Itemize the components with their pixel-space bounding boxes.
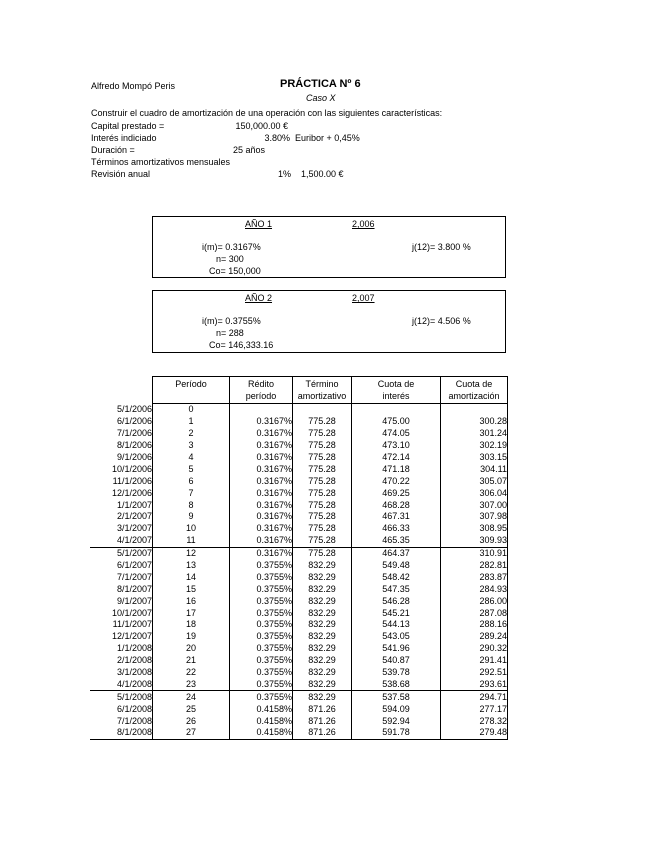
row-termino: 832.29 bbox=[293, 643, 352, 655]
row-cuota-amortizacion: 290.32 bbox=[441, 643, 508, 655]
row-date: 12/1/2006 bbox=[111, 487, 152, 498]
row-date: 11/1/2007 bbox=[112, 619, 152, 630]
row-cuota-interes: 472.14 bbox=[352, 452, 441, 464]
row-cuota-amortizacion: 278.32 bbox=[441, 715, 508, 727]
cuota-interes-header-line2: interés bbox=[382, 391, 410, 401]
row-cuota-amortizacion: 307.98 bbox=[441, 511, 508, 523]
row-redito: 0.3755% bbox=[230, 643, 293, 655]
row-periodo: 11 bbox=[153, 535, 230, 547]
row-termino: 775.28 bbox=[293, 511, 352, 523]
row-redito: 0.3167% bbox=[230, 452, 293, 464]
row-date: 12/1/2007 bbox=[111, 631, 152, 642]
row-redito: 0.3755% bbox=[230, 619, 293, 631]
row-periodo: 1 bbox=[153, 416, 230, 428]
amortization-table-body bbox=[90, 404, 508, 740]
row-redito: 0.3167% bbox=[230, 440, 293, 452]
cuota-interes-header bbox=[352, 377, 441, 404]
row-cuota-amortizacion: 309.93 bbox=[441, 535, 508, 547]
table-row bbox=[90, 655, 508, 667]
year-1-value: 2,006 bbox=[352, 219, 375, 229]
row-periodo: 27 bbox=[153, 727, 230, 739]
row-cuota-amortizacion: 283.87 bbox=[441, 571, 508, 583]
row-termino: 871.26 bbox=[293, 715, 352, 727]
year-2-label: AÑO 2 bbox=[245, 293, 273, 303]
row-termino: 832.29 bbox=[293, 678, 352, 690]
cuota-amortizacion-header-line1: Cuota de bbox=[455, 379, 493, 389]
row-redito: 0.3755% bbox=[230, 678, 293, 690]
row-cuota-amortizacion: 301.24 bbox=[441, 428, 508, 440]
table-row bbox=[90, 571, 508, 583]
row-cuota-interes: 549.48 bbox=[352, 560, 441, 572]
row-cuota-interes: 537.58 bbox=[352, 691, 441, 703]
table-row bbox=[90, 404, 508, 416]
table-row bbox=[90, 428, 508, 440]
termino-header-line1: Término bbox=[305, 379, 339, 389]
year-2-co: Co= 146,333.16 bbox=[209, 340, 274, 350]
table-row bbox=[90, 511, 508, 523]
row-date: 5/1/2007 bbox=[90, 547, 153, 559]
table-row bbox=[90, 691, 508, 703]
row-date: 9/1/2006 bbox=[116, 452, 152, 462]
row-termino: 832.29 bbox=[293, 583, 352, 595]
row-date: 7/1/2008 bbox=[116, 715, 152, 726]
cuota-amortizacion-header bbox=[441, 377, 508, 404]
row-redito: 0.4158% bbox=[230, 703, 293, 715]
capital-label: Capital prestado = bbox=[91, 121, 165, 131]
row-cuota-interes: 468.28 bbox=[352, 499, 441, 511]
page-subtitle: Caso X bbox=[306, 93, 336, 103]
table-row bbox=[90, 463, 508, 475]
year-1-n: n= 300 bbox=[216, 254, 244, 264]
row-date: 10/1/2006 bbox=[111, 463, 152, 474]
row-date: 7/1/2006 bbox=[116, 428, 152, 439]
row-termino: 775.28 bbox=[293, 440, 352, 452]
row-redito: 0.3167% bbox=[230, 511, 293, 523]
year-2-value: 2,007 bbox=[352, 293, 375, 303]
table-row bbox=[90, 416, 508, 428]
row-termino: 775.28 bbox=[293, 475, 352, 487]
table-row bbox=[90, 523, 508, 535]
row-periodo: 4 bbox=[153, 452, 230, 464]
row-cuota-amortizacion: 306.04 bbox=[441, 487, 508, 499]
row-cuota-amortizacion: 292.51 bbox=[441, 667, 508, 679]
row-termino: 775.28 bbox=[293, 535, 352, 547]
row-cuota-amortizacion: 310.91 bbox=[441, 547, 508, 559]
row-redito: 0.3755% bbox=[230, 595, 293, 607]
row-cuota-interes: 543.05 bbox=[352, 631, 441, 643]
row-periodo: 9 bbox=[153, 511, 230, 523]
row-date: 3/1/2007 bbox=[116, 523, 152, 534]
row-cuota-interes: 474.05 bbox=[352, 428, 441, 440]
row-termino: 832.29 bbox=[293, 571, 352, 583]
row-redito: 0.3755% bbox=[230, 691, 293, 703]
row-date: 8/1/2006 bbox=[116, 440, 152, 451]
row-redito: 0.3167% bbox=[230, 475, 293, 487]
row-date: 1/1/2007 bbox=[116, 499, 152, 510]
table-row bbox=[90, 667, 508, 679]
row-periodo: 3 bbox=[153, 440, 230, 452]
row-date: 9/1/2007 bbox=[116, 595, 152, 606]
row-redito: 0.3167% bbox=[230, 523, 293, 535]
row-redito bbox=[230, 404, 293, 416]
row-periodo: 7 bbox=[153, 487, 230, 499]
row-redito: 0.3755% bbox=[230, 607, 293, 619]
table-row bbox=[90, 715, 508, 727]
row-cuota-amortizacion: 300.28 bbox=[441, 416, 508, 428]
row-cuota-amortizacion: 277.17 bbox=[441, 703, 508, 715]
year-2-im: i(m)= 0.3755% bbox=[202, 316, 261, 326]
year-1-label: AÑO 1 bbox=[245, 219, 273, 229]
row-redito: 0.3755% bbox=[230, 571, 293, 583]
table-row bbox=[90, 678, 508, 690]
row-periodo: 25 bbox=[153, 703, 230, 715]
periodo-header bbox=[153, 377, 230, 404]
termino-header bbox=[293, 377, 352, 404]
year-1-box bbox=[152, 216, 506, 278]
table-row bbox=[90, 727, 508, 739]
table-row bbox=[90, 703, 508, 715]
row-cuota-interes: 548.42 bbox=[352, 571, 441, 583]
row-cuota-interes: 592.94 bbox=[352, 715, 441, 727]
row-termino: 775.28 bbox=[293, 416, 352, 428]
row-termino: 775.28 bbox=[293, 463, 352, 475]
row-periodo: 17 bbox=[153, 607, 230, 619]
row-periodo: 6 bbox=[153, 475, 230, 487]
row-periodo: 22 bbox=[153, 667, 230, 679]
table-row bbox=[90, 475, 508, 487]
row-cuota-amortizacion: 305.07 bbox=[441, 475, 508, 487]
row-cuota-amortizacion: 308.95 bbox=[441, 523, 508, 535]
row-periodo: 2 bbox=[153, 428, 230, 440]
row-cuota-interes: 539.78 bbox=[352, 667, 441, 679]
row-termino: 832.29 bbox=[293, 619, 352, 631]
row-date: 4/1/2008 bbox=[116, 678, 152, 689]
table-row bbox=[90, 499, 508, 511]
row-cuota-interes: 473.10 bbox=[352, 440, 441, 452]
row-date: 5/1/2008 bbox=[90, 691, 153, 703]
row-termino: 832.29 bbox=[293, 607, 352, 619]
row-cuota-interes: 471.18 bbox=[352, 463, 441, 475]
row-date: 5/1/2006 bbox=[116, 404, 152, 415]
interes-value: 3.80% bbox=[264, 133, 290, 143]
termino-header-line2: amortizativo bbox=[297, 391, 347, 401]
row-periodo: 8 bbox=[153, 499, 230, 511]
row-redito: 0.3755% bbox=[230, 667, 293, 679]
row-cuota-amortizacion bbox=[441, 404, 508, 416]
table-row bbox=[90, 487, 508, 499]
table-row bbox=[90, 440, 508, 452]
table-row bbox=[90, 631, 508, 643]
year-2-n: n= 288 bbox=[216, 328, 244, 338]
row-periodo: 16 bbox=[153, 595, 230, 607]
row-date: 4/1/2007 bbox=[116, 535, 152, 546]
row-cuota-amortizacion: 294.71 bbox=[441, 691, 508, 703]
row-cuota-interes: 546.28 bbox=[352, 595, 441, 607]
row-periodo: 21 bbox=[153, 655, 230, 667]
table-row bbox=[90, 560, 508, 572]
year-1-im: i(m)= 0.3167% bbox=[202, 242, 261, 252]
row-termino: 871.26 bbox=[293, 727, 352, 739]
page-title: PRÁCTICA Nº 6 bbox=[280, 78, 361, 90]
row-termino: 775.28 bbox=[293, 523, 352, 535]
row-periodo: 24 bbox=[153, 691, 230, 703]
row-date: 1/1/2008 bbox=[116, 643, 152, 654]
author-name: Alfredo Mompó Peris bbox=[91, 81, 176, 91]
row-redito: 0.3167% bbox=[230, 487, 293, 499]
row-periodo: 10 bbox=[153, 523, 230, 535]
row-redito: 0.3167% bbox=[230, 547, 293, 559]
year-1-j12: j(12)= 3.800 % bbox=[412, 242, 471, 252]
row-redito: 0.3755% bbox=[230, 560, 293, 572]
row-cuota-amortizacion: 307.00 bbox=[441, 499, 508, 511]
row-termino: 775.28 bbox=[293, 452, 352, 464]
row-termino: 775.28 bbox=[293, 428, 352, 440]
periodo-header-text: Período bbox=[175, 379, 207, 389]
table-row bbox=[90, 452, 508, 464]
row-cuota-interes: 465.35 bbox=[352, 535, 441, 547]
row-cuota-amortizacion: 302.19 bbox=[441, 440, 508, 452]
amortization-table bbox=[90, 376, 508, 740]
row-date: 11/1/2006 bbox=[112, 475, 152, 486]
row-termino bbox=[293, 404, 352, 416]
table-row bbox=[90, 607, 508, 619]
row-date: 2/1/2007 bbox=[116, 511, 152, 522]
date-header bbox=[90, 377, 153, 404]
row-redito: 0.3755% bbox=[230, 583, 293, 595]
revision-pct: 1% bbox=[278, 169, 292, 179]
revision-label: Revisión anual bbox=[91, 169, 151, 179]
row-cuota-amortizacion: 291.41 bbox=[441, 655, 508, 667]
row-periodo: 12 bbox=[153, 547, 230, 559]
row-periodo: 0 bbox=[153, 404, 230, 416]
row-termino: 832.29 bbox=[293, 655, 352, 667]
row-termino: 775.28 bbox=[293, 547, 352, 559]
row-redito: 0.3167% bbox=[230, 416, 293, 428]
table-row bbox=[90, 595, 508, 607]
row-date: 8/1/2008 bbox=[90, 727, 153, 739]
terminos-label: Términos amortizativos mensuales bbox=[91, 157, 231, 167]
row-redito: 0.4158% bbox=[230, 727, 293, 739]
row-cuota-interes: 545.21 bbox=[352, 607, 441, 619]
row-termino: 775.28 bbox=[293, 487, 352, 499]
row-cuota-amortizacion: 289.24 bbox=[441, 631, 508, 643]
redito-header-line1: Rédito bbox=[247, 379, 274, 389]
row-cuota-interes: 544.13 bbox=[352, 619, 441, 631]
cuota-amortizacion-header-line2: amortización bbox=[448, 391, 500, 401]
row-periodo: 26 bbox=[153, 715, 230, 727]
row-periodo: 20 bbox=[153, 643, 230, 655]
row-redito: 0.3167% bbox=[230, 535, 293, 547]
row-termino: 832.29 bbox=[293, 631, 352, 643]
row-cuota-interes: 470.22 bbox=[352, 475, 441, 487]
row-cuota-amortizacion: 287.08 bbox=[441, 607, 508, 619]
row-cuota-interes bbox=[352, 404, 441, 416]
row-periodo: 23 bbox=[153, 678, 230, 690]
capital-value: 150,000.00 € bbox=[235, 121, 288, 131]
row-cuota-interes: 469.25 bbox=[352, 487, 441, 499]
cuota-interes-header-line1: Cuota de bbox=[377, 379, 415, 389]
intro-text: Construir el cuadro de amortización de una operación con las siguientes características: bbox=[91, 108, 443, 118]
row-cuota-interes: 538.68 bbox=[352, 678, 441, 690]
row-redito: 0.3167% bbox=[230, 428, 293, 440]
row-cuota-interes: 475.00 bbox=[352, 416, 441, 428]
row-date: 7/1/2007 bbox=[116, 571, 152, 582]
row-cuota-amortizacion: 279.48 bbox=[441, 727, 508, 739]
table-row bbox=[90, 535, 508, 547]
row-date: 6/1/2008 bbox=[116, 703, 152, 714]
row-cuota-interes: 466.33 bbox=[352, 523, 441, 535]
row-cuota-interes: 547.35 bbox=[352, 583, 441, 595]
row-termino: 832.29 bbox=[293, 595, 352, 607]
redito-header bbox=[230, 377, 293, 404]
row-redito: 0.3755% bbox=[230, 631, 293, 643]
row-periodo: 18 bbox=[153, 619, 230, 631]
duracion-label: Duración = bbox=[91, 145, 135, 155]
row-cuota-interes: 467.31 bbox=[352, 511, 441, 523]
row-periodo: 19 bbox=[153, 631, 230, 643]
table-row bbox=[90, 547, 508, 559]
row-redito: 0.3755% bbox=[230, 655, 293, 667]
row-redito: 0.4158% bbox=[230, 715, 293, 727]
row-date: 6/1/2007 bbox=[116, 560, 152, 571]
row-cuota-amortizacion: 303.15 bbox=[441, 452, 508, 464]
row-redito: 0.3167% bbox=[230, 463, 293, 475]
row-cuota-interes: 464.37 bbox=[352, 547, 441, 559]
table-row bbox=[90, 619, 508, 631]
year-2-j12: j(12)= 4.506 % bbox=[412, 316, 471, 326]
row-cuota-amortizacion: 293.61 bbox=[441, 678, 508, 690]
revision-value: 1,500.00 € bbox=[301, 169, 344, 179]
row-redito: 0.3167% bbox=[230, 499, 293, 511]
row-cuota-amortizacion: 286.00 bbox=[441, 595, 508, 607]
table-row bbox=[90, 583, 508, 595]
table-row bbox=[90, 643, 508, 655]
row-termino: 832.29 bbox=[293, 667, 352, 679]
row-periodo: 15 bbox=[153, 583, 230, 595]
row-cuota-amortizacion: 288.16 bbox=[441, 619, 508, 631]
row-cuota-interes: 591.78 bbox=[352, 727, 441, 739]
row-periodo: 5 bbox=[153, 463, 230, 475]
row-cuota-interes: 540.87 bbox=[352, 655, 441, 667]
row-date: 2/1/2008 bbox=[116, 655, 152, 666]
year-2-box bbox=[152, 290, 506, 353]
row-periodo: 13 bbox=[153, 560, 230, 572]
row-date: 3/1/2008 bbox=[116, 667, 152, 678]
row-termino: 832.29 bbox=[293, 560, 352, 572]
row-cuota-interes: 541.96 bbox=[352, 643, 441, 655]
interes-label: Interés indiciado bbox=[91, 133, 157, 143]
row-date: 8/1/2007 bbox=[116, 583, 152, 594]
row-cuota-amortizacion: 304.11 bbox=[441, 463, 508, 475]
redito-header-line2: período bbox=[245, 391, 277, 401]
row-termino: 832.29 bbox=[293, 691, 352, 703]
interes-note: Euribor + 0,45% bbox=[295, 133, 360, 143]
row-termino: 775.28 bbox=[293, 499, 352, 511]
row-cuota-amortizacion: 282.81 bbox=[441, 560, 508, 572]
row-termino: 871.26 bbox=[293, 703, 352, 715]
row-cuota-interes: 594.09 bbox=[352, 703, 441, 715]
year-1-co: Co= 150,000 bbox=[209, 266, 261, 276]
row-periodo: 14 bbox=[153, 571, 230, 583]
row-date: 10/1/2007 bbox=[111, 607, 152, 618]
row-cuota-amortizacion: 284.93 bbox=[441, 583, 508, 595]
duracion-value: 25 años bbox=[233, 145, 266, 155]
row-date: 6/1/2006 bbox=[116, 416, 152, 427]
